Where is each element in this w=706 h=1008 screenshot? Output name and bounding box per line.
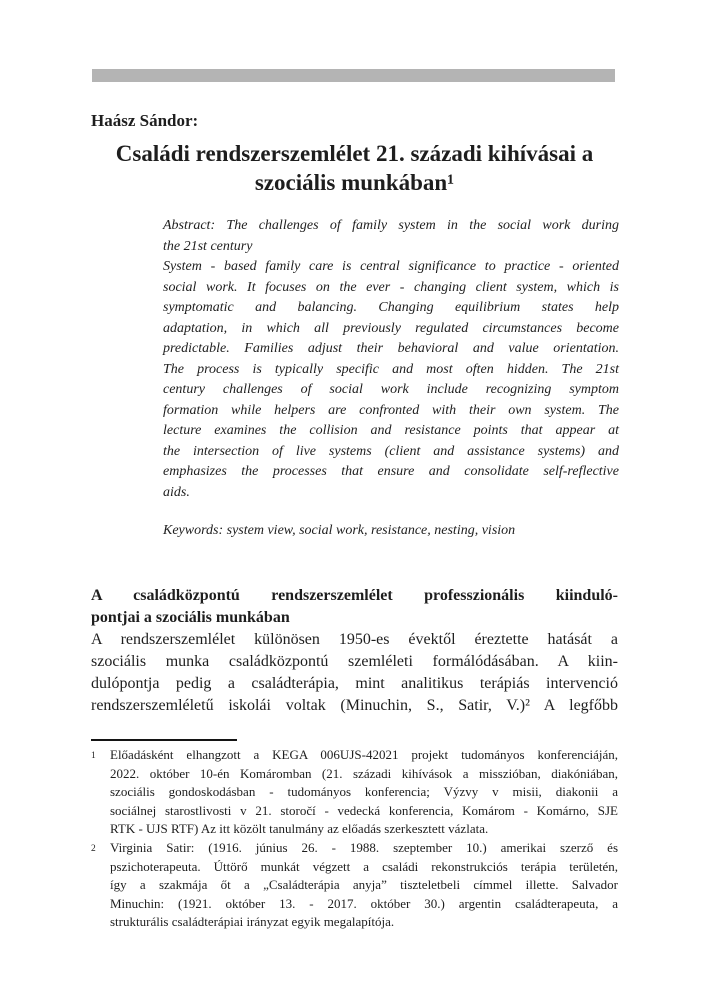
footnote-2 [91,839,618,932]
article-title: Családi rendszerszemlélet 21. századi kihívásai a szociális munkában¹ [115,141,594,195]
section-heading: A családközpontú rendszerszemlélet professzionális kiinduló- pontjai a szociális munkában [91,587,618,626]
author-name: Haász Sándor: [91,111,199,130]
footnote-separator-rule [91,739,237,741]
footnote-1-text: Előadásként elhangzott a KEGA 006UJS-42021 projekt tudományos konferenciáján, 2022. október 10-én Komáromban (21. századi kihívások a misszióban, diakóniában, szociális gondoskodásban - tudományos konferencia; Výzvy v misii, diakonii a sociálnej starostlivosti v 21. storočí - vedecká konferencia, Komárom - Komárno, SJE RTK - UJS RTF) Az itt közölt tanulmány az előadás szerkesztett vázlata. [110,747,618,837]
body-paragraph: A rendszerszemlélet különösen 1950-es évektől éreztette hatását a szociális munka családközpontú szemléleti formálódásában. A kiin- dulópontja pedig a családterápia, mint analitikus terápiás intervenció rendszerszemléletű iskolái voltak (Minuchin, S., Satir, V.)² A legfőbb [91,631,618,714]
footnote-2-text: Virginia Satir: (1916. június 26. - 1988. szeptember 10.) amerikai szerző és pszichoterapeuta. Úttörő munkát végzett a családi rekonstrukciós terápia területén, így a szakmája őt a „Családterápia anyja” tiszteletbeli címmel illette. Salvador Minuchin: (1921. október 13. - 2017. október 30.) argentin családterapeuta, a strukturális családterápiai irányzat egyik megalapítója. [110,839,618,930]
keywords-line: Keywords: system view, social work, resistance, nesting, vision [163,523,516,538]
footnote-2-number: 2 [91,843,96,854]
abstract-text: Abstract: The challenges of family system in the social work during the 21st century System - based family care is central significance to practice - oriented social work. It focuses on the ever - changing client system, which is symptomatic and balancing. Changing equilibrium states help adaptation, in which all previously regulated circumstances become predictable. Families adjust their behavioral and value orientation. The process is typically specific and most often hidden. The 21st century challenges of social work include recognizing symptom formation while helpers are confronted with their own system. The lecture examines the collision and resistance points that appear at the intersection of live systems (client and assistance systems) and emphasizes the processes that ensure and consolidate self-reflective aids. [163,218,619,500]
top-rule-bar [92,69,615,82]
footnote-1 [91,746,618,839]
footnotes-block [91,746,618,932]
footnote-1-number: 1 [91,751,96,761]
